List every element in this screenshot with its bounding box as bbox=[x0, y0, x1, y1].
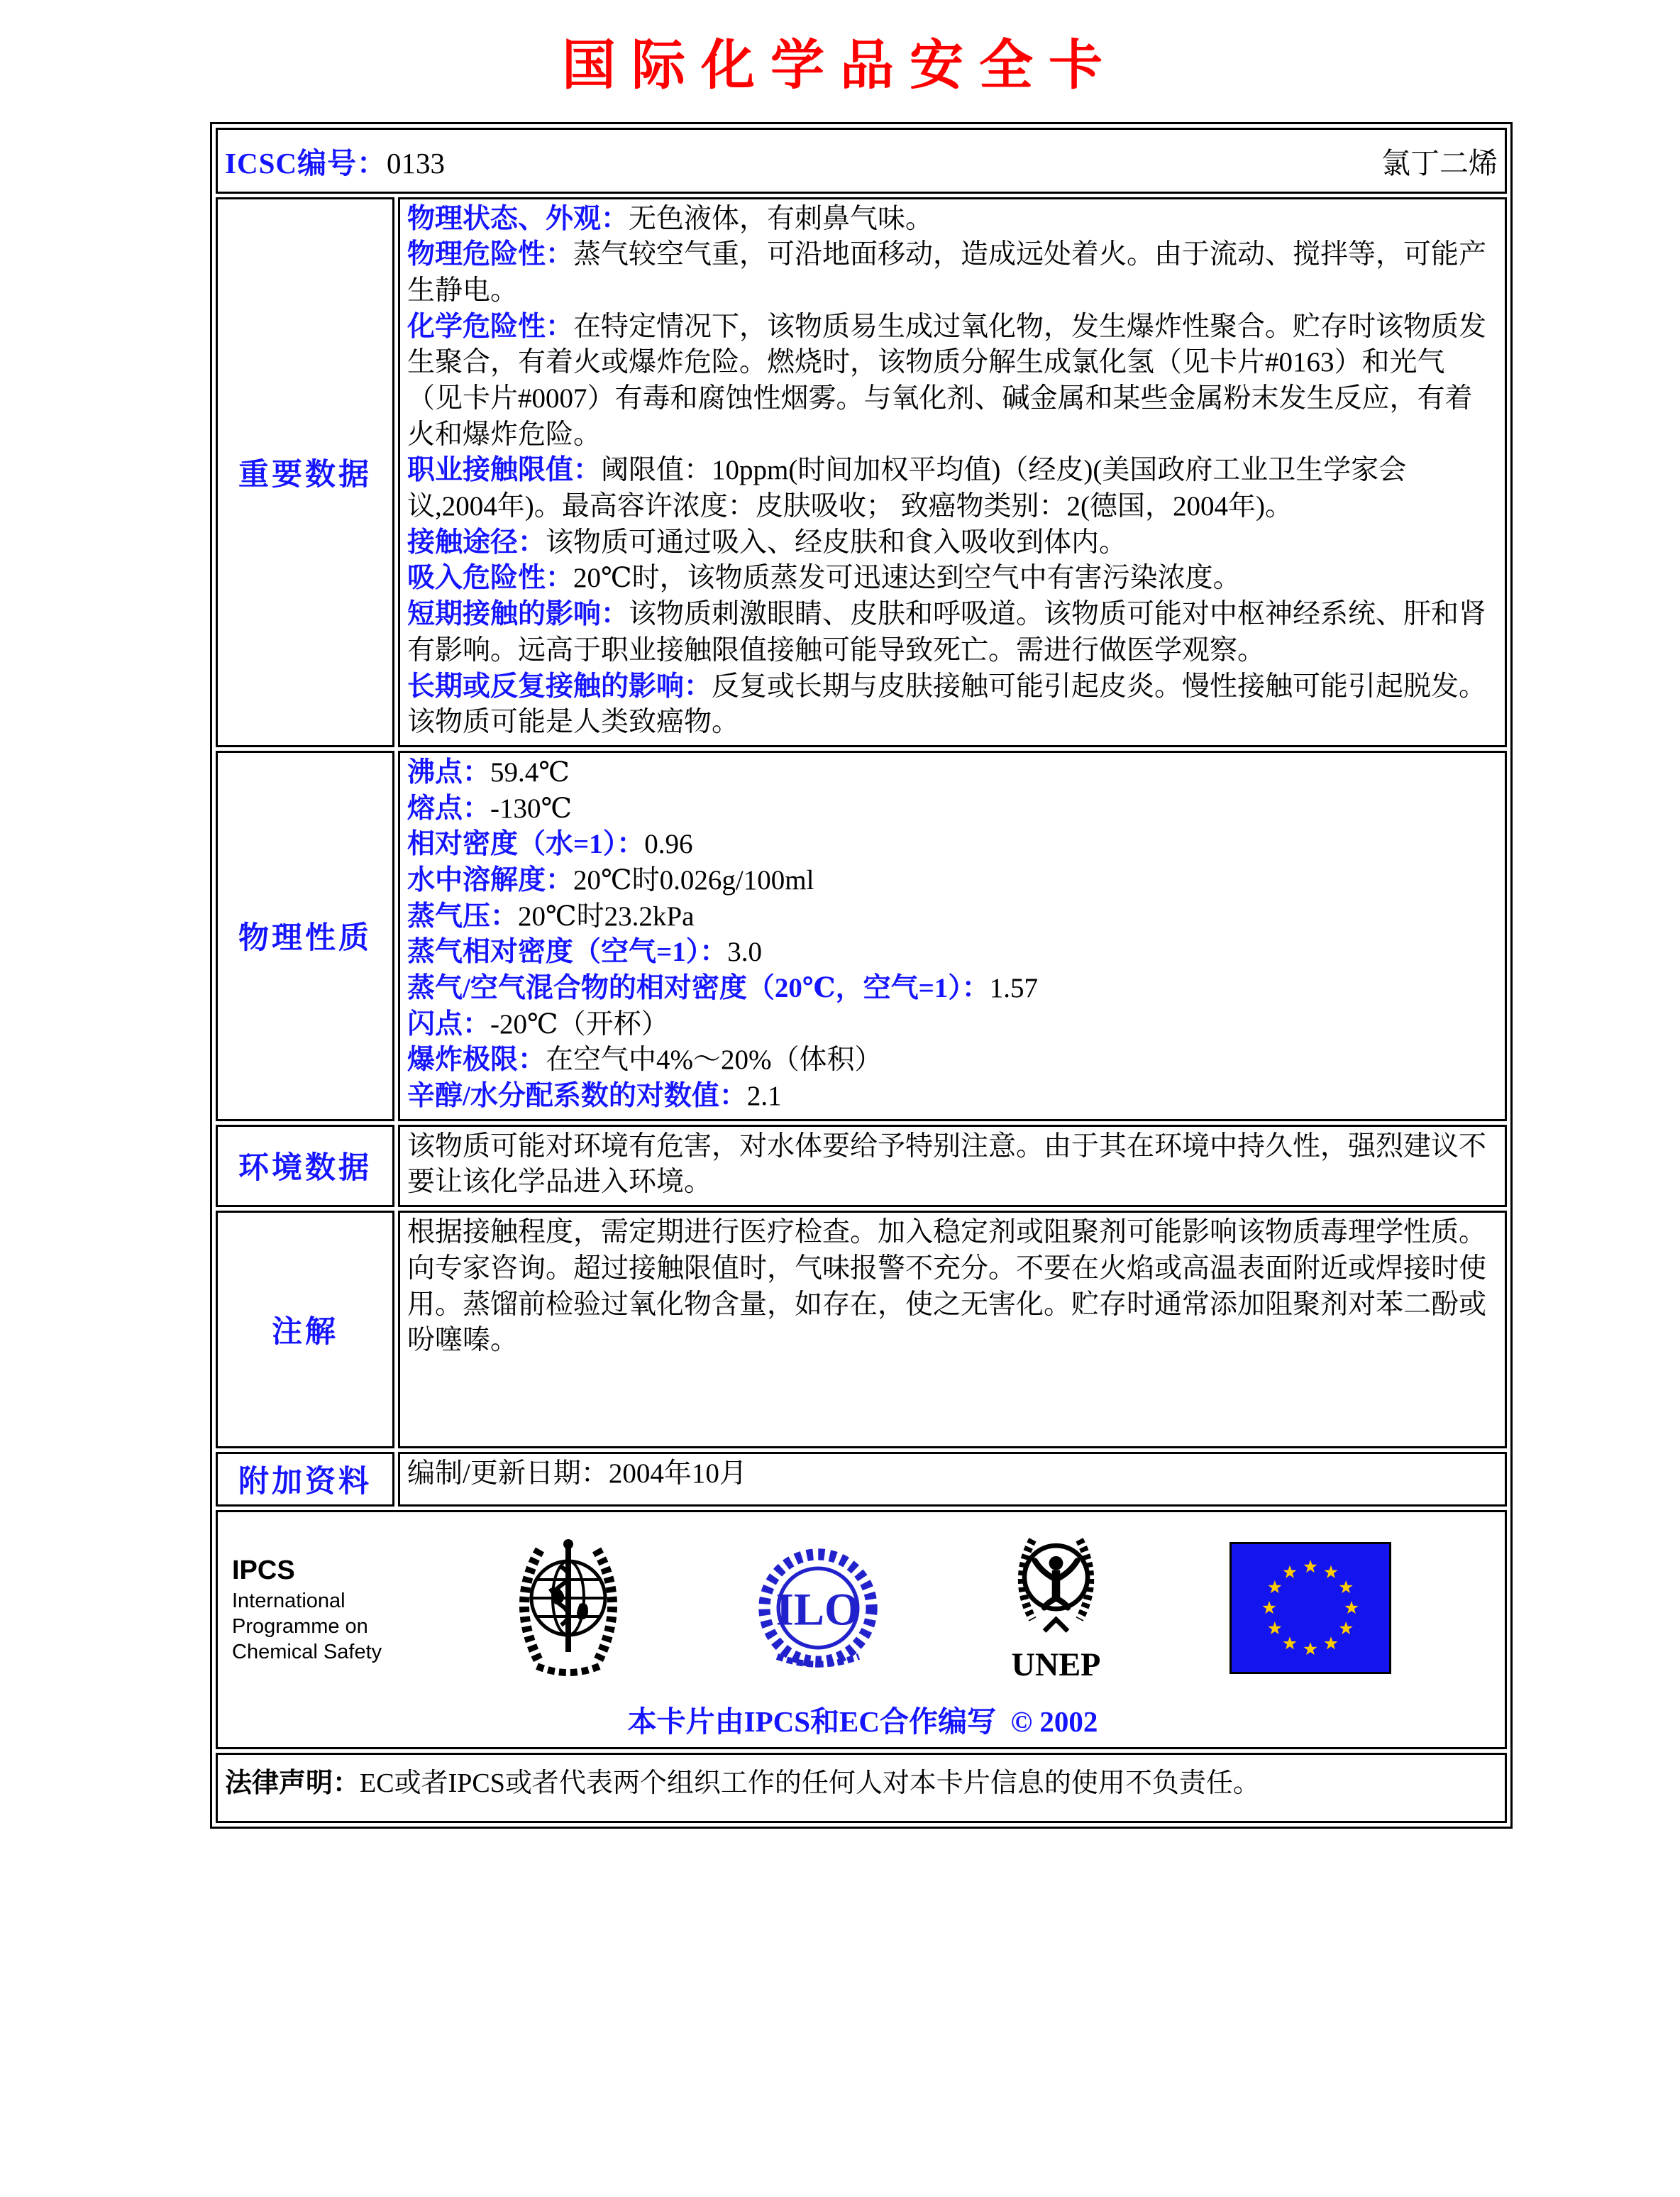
property-vapor-air-mixture-density bbox=[407, 971, 1496, 1007]
physical-properties-content bbox=[398, 751, 1507, 1121]
field-value: 20℃时23.2kPa bbox=[518, 901, 695, 932]
field-value: 反复或长期与皮肤接触可能引起皮炎。慢性接触可能引起脱发。该物质可能是人类致癌物。 bbox=[407, 671, 1487, 738]
chemical-name: 氯丁二烯 bbox=[1381, 146, 1498, 180]
footer-caption bbox=[228, 1698, 1498, 1740]
field-short-term-effects bbox=[407, 597, 1496, 668]
property-vapor-pressure bbox=[407, 899, 1496, 935]
property-octanol-water-partition bbox=[407, 1079, 1496, 1115]
logo-strip bbox=[228, 1525, 1498, 1691]
field-label: 蒸气/空气混合物的相对密度（20℃，空气=1）： bbox=[407, 973, 990, 1004]
icsc-number-group bbox=[225, 140, 445, 182]
field-value: 在空气中4%～20%（体积） bbox=[546, 1045, 883, 1076]
field-physical-state bbox=[407, 202, 1496, 238]
field-value: 20℃时0.026g/100ml bbox=[573, 864, 814, 896]
property-flash-point bbox=[407, 1007, 1496, 1043]
additional-info-content bbox=[398, 1452, 1507, 1507]
icsc-number-value: 0133 bbox=[386, 146, 445, 180]
field-label: 沸点： bbox=[407, 756, 491, 788]
icsc-card-table bbox=[210, 122, 1513, 1829]
field-value: 20℃时，该物质蒸发可迅速达到空气中有害污染浓度。 bbox=[573, 563, 1241, 594]
section-label-additional-info: 附加资料 bbox=[216, 1452, 394, 1507]
field-value: 59.4℃ bbox=[490, 756, 570, 788]
field-value: 蒸气较空气重，可沿地面移动，造成远处着火。由于流动、搅拌等，可能产生静电。 bbox=[407, 239, 1487, 306]
field-label: 长期或反复接触的影响： bbox=[407, 671, 712, 702]
section-label-physical-properties: 物理性质 bbox=[216, 751, 394, 1121]
ipcs-text-block bbox=[232, 1554, 382, 1665]
field-label: 熔点： bbox=[407, 793, 491, 824]
property-water-solubility bbox=[407, 863, 1496, 899]
field-label: 接触途径： bbox=[407, 527, 546, 558]
ipcs-acronym: IPCS bbox=[232, 1555, 295, 1586]
field-exposure-routes bbox=[407, 525, 1496, 561]
important-data-row bbox=[216, 197, 1507, 747]
legal-label: 法律声明： bbox=[225, 1768, 360, 1799]
field-chemical-danger bbox=[407, 309, 1496, 453]
ipcs-line-1: International bbox=[232, 1589, 346, 1612]
field-value: 在特定情况下，该物质易生成过氧化物，发生爆炸性聚合。贮存时该物质发生聚合，有着火或爆炸危险。燃烧时，该物质分解生成氯化氢（见卡片#0163）和光气（见卡片#0007）有毒和腐蚀性烟雾。与氧化剂、碱金属和某些金属粉末发生反应，有着火和爆炸危险。 bbox=[407, 311, 1487, 450]
field-label: 爆炸极限： bbox=[407, 1045, 546, 1076]
field-label: 蒸气压： bbox=[407, 901, 519, 932]
property-explosive-limits bbox=[407, 1042, 1496, 1079]
ipcs-line-3: Chemical Safety bbox=[232, 1641, 382, 1664]
field-physical-danger bbox=[407, 237, 1496, 309]
field-label: 闪点： bbox=[407, 1008, 491, 1040]
environmental-data-text: 该物质可能对环境有危害，对水体要给予特别注意。由于其在环境中持久性，强烈建议不要让该化学品进入环境。 bbox=[407, 1130, 1487, 1198]
field-inhalation-risk bbox=[407, 561, 1496, 597]
field-label: 物理状态、外观： bbox=[407, 203, 629, 234]
notes-text: 根据接触程度，需定期进行医疗检查。加入稳定剂或阻聚剂可能影响该物质毒理学性质。向专家咨询。超过接触限值时，气味报警不充分。不要在火焰或高温表面附近或焊接时使用。蒸馏前检验过氧化物含量，如存在，使之无害化。贮存时通常添加阻聚剂对苯二酚或吩噻嗪。 bbox=[407, 1217, 1487, 1356]
field-label: 水中溶解度： bbox=[407, 864, 574, 896]
field-value: -130℃ bbox=[490, 793, 573, 824]
ilo-logo-icon bbox=[754, 1544, 882, 1675]
footer-copyright bbox=[1003, 1705, 1010, 1738]
field-value: -20℃（开杯） bbox=[490, 1008, 669, 1040]
field-label: 辛醇/水分配系数的对数值： bbox=[407, 1081, 747, 1112]
additional-info-row bbox=[216, 1452, 1507, 1507]
field-value: 阈限值：10ppm(时间加权平均值)（经皮)(美国政府工业卫生学家会议,2004年)。最高容许浓度：皮肤吸收； 致癌物类别：2(德国，2004年)。 bbox=[407, 455, 1407, 522]
property-melting-point bbox=[407, 791, 1496, 827]
notes-row bbox=[216, 1211, 1507, 1448]
ipcs-line-2: Programme on bbox=[232, 1614, 368, 1638]
field-value: 该物质刺激眼睛、皮肤和呼吸道。该物质可能对中枢神经系统、肝和肾有影响。远高于职业接触限值接触可能导致死亡。需进行做医学观察。 bbox=[407, 599, 1487, 666]
field-value: 2.1 bbox=[746, 1081, 782, 1112]
important-data-content bbox=[398, 197, 1507, 747]
field-label: 吸入危险性： bbox=[407, 563, 574, 594]
field-label: 职业接触限值： bbox=[407, 455, 602, 486]
field-value: 无色液体，有刺鼻气味。 bbox=[629, 203, 934, 234]
footer-copyright-text: © 2002 bbox=[1010, 1705, 1098, 1739]
field-label: 化学危险性： bbox=[407, 311, 574, 342]
section-label-notes: 注解 bbox=[216, 1211, 394, 1448]
header-cell bbox=[216, 128, 1507, 194]
physical-properties-row bbox=[216, 751, 1507, 1121]
unep-logo-icon bbox=[998, 1528, 1115, 1691]
footer-logos-cell bbox=[216, 1510, 1507, 1749]
field-label: 相对密度（水=1）： bbox=[407, 829, 645, 860]
field-long-term-effects bbox=[407, 669, 1496, 741]
property-vapor-density bbox=[407, 935, 1496, 971]
eu-flag-icon bbox=[1229, 1542, 1391, 1678]
page-title: 国际化学品安全卡 bbox=[562, 36, 1118, 96]
field-value: 1.57 bbox=[989, 973, 1039, 1004]
property-relative-density bbox=[407, 827, 1496, 863]
additional-info-text: 编制/更新日期：2004年10月 bbox=[407, 1458, 747, 1490]
field-value: 0.96 bbox=[644, 829, 693, 860]
legal-text: EC或者IPCS或者代表两个组织工作的任何人对本卡片信息的使用不负责任。 bbox=[360, 1768, 1260, 1799]
field-occupational-limits bbox=[407, 453, 1496, 524]
ilo-logo-text: ILO bbox=[775, 1584, 861, 1636]
section-label-important-data: 重要数据 bbox=[216, 197, 394, 747]
icsc-number-label: ICSC编号： bbox=[225, 146, 387, 180]
environmental-data-row bbox=[216, 1125, 1507, 1207]
header-row bbox=[216, 128, 1507, 194]
legal-row bbox=[216, 1753, 1507, 1823]
legal-cell bbox=[216, 1753, 1507, 1823]
field-label: 短期接触的影响： bbox=[407, 599, 629, 630]
section-label-environmental-data: 环境数据 bbox=[216, 1125, 394, 1207]
who-logo-icon bbox=[497, 1533, 639, 1687]
field-value: 该物质可通过吸入、经皮肤和食入吸收到体内。 bbox=[546, 527, 1127, 558]
field-value: 3.0 bbox=[727, 937, 762, 968]
field-label: 物理危险性： bbox=[407, 239, 574, 270]
field-label: 蒸气相对密度（空气=1）： bbox=[407, 937, 728, 968]
property-boiling-point bbox=[407, 755, 1496, 791]
environmental-data-content bbox=[398, 1125, 1507, 1207]
notes-content bbox=[398, 1211, 1507, 1448]
footer-logos-row bbox=[216, 1510, 1507, 1749]
unep-logo-text: UNEP bbox=[1011, 1646, 1100, 1683]
footer-caption-text: 本卡片由IPCS和EC合作编写 bbox=[627, 1705, 996, 1739]
